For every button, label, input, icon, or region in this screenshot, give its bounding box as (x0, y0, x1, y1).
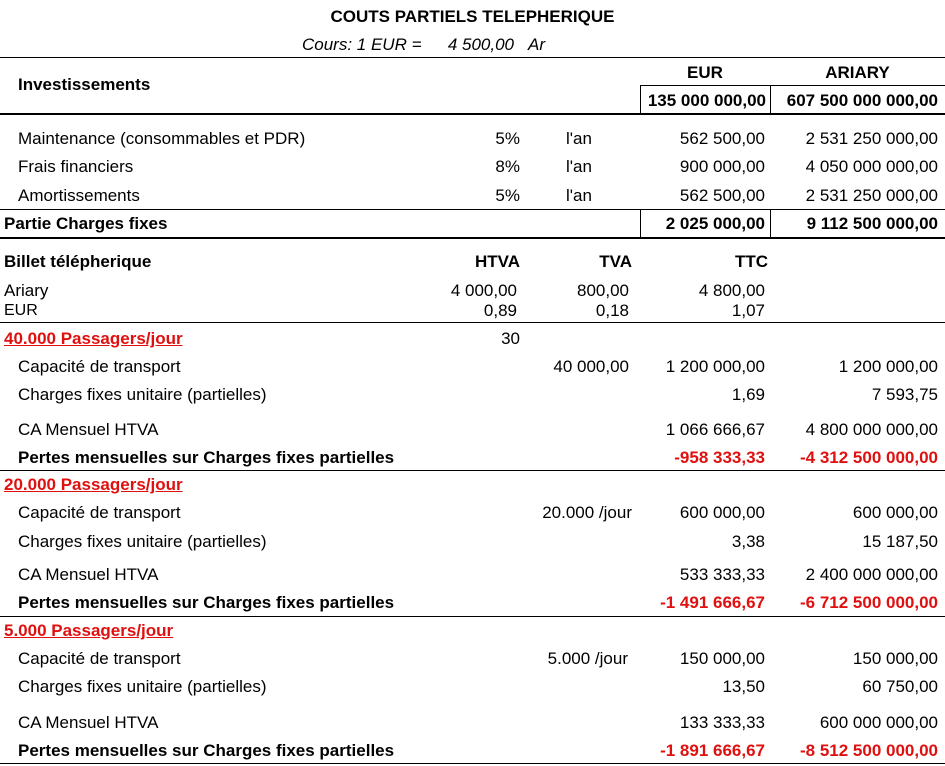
ticket-row-label: EUR (4, 302, 38, 319)
unit-charge-ariary: 7 593,75 (871, 385, 938, 404)
unit-charge-eur: 13,50 (722, 677, 765, 696)
divider-line (0, 113, 945, 115)
ca-ariary: 4 800 000 000,00 (805, 420, 938, 439)
ticket-tva: 800,00 (577, 281, 629, 300)
charge-label: Maintenance (consommables et PDR) (18, 129, 306, 148)
unit-charge-eur: 3,38 (731, 532, 765, 551)
loss-eur: -958 333,33 (674, 448, 765, 467)
scenario-days: 30 (501, 329, 520, 348)
investment-ariary: 607 500 000 000,00 (786, 91, 938, 110)
charge-pct: 5% (495, 186, 520, 205)
unit-charge-label: Charges fixes unitaire (partielles) (18, 677, 267, 696)
loss-label: Pertes mensuelles sur Charges fixes partielles (18, 448, 395, 467)
charge-period: l'an (566, 186, 592, 205)
rate-value: 4 500,00 (447, 35, 514, 54)
charge-label: Amortissements (18, 186, 140, 205)
ticket-tva: 0,18 (595, 301, 629, 320)
ticket-htva-header: HTVA (474, 252, 520, 271)
charge-pct: 5% (495, 129, 520, 148)
divider-line (0, 237, 945, 239)
scenario-title: 5.000 Passagers/jour (4, 621, 174, 640)
charge-period: l'an (566, 129, 592, 148)
capacity-label: Capacité de transport (18, 357, 181, 376)
divider-line (0, 57, 945, 58)
charge-ariary: 4 050 000 000,00 (805, 157, 938, 176)
ticket-htva: 4 000,00 (450, 281, 517, 300)
loss-ariary: -4 312 500 000,00 (799, 448, 938, 467)
ca-eur: 533 333,33 (679, 565, 765, 584)
col-eur-header: EUR (687, 63, 723, 82)
ca-eur: 1 066 666,67 (665, 420, 765, 439)
divider-line (0, 616, 945, 617)
divider-line (640, 85, 945, 86)
sheet-title: COUTS PARTIELS TELEPHERIQUE (330, 7, 615, 26)
charge-eur: 900 000,00 (679, 157, 765, 176)
loss-eur: -1 491 666,67 (660, 593, 765, 612)
ca-label: CA Mensuel HTVA (18, 713, 159, 732)
capacity-ariary: 600 000,00 (852, 503, 938, 522)
unit-charge-ariary: 15 187,50 (862, 532, 938, 551)
capacity-eur: 1 200 000,00 (665, 357, 765, 376)
unit-charge-ariary: 60 750,00 (862, 677, 938, 696)
cell-border (770, 209, 771, 237)
capacity-ariary: 1 200 000,00 (838, 357, 938, 376)
capacity-label: Capacité de transport (18, 649, 181, 668)
ca-ariary: 2 400 000 000,00 (805, 565, 938, 584)
loss-eur: -1 891 666,67 (660, 741, 765, 760)
ticket-tva-header: TVA (599, 252, 632, 271)
capacity-note: 20.000 /jour (542, 503, 632, 522)
charge-eur: 562 500,00 (679, 129, 765, 148)
loss-label: Pertes mensuelles sur Charges fixes partielles (18, 593, 395, 612)
ca-label: CA Mensuel HTVA (18, 565, 159, 584)
unit-charge-label: Charges fixes unitaire (partielles) (18, 532, 267, 551)
capacity-ariary: 150 000,00 (852, 649, 938, 668)
ticket-row-label: Ariary (4, 281, 49, 300)
ca-label: CA Mensuel HTVA (18, 420, 159, 439)
ca-ariary: 600 000 000,00 (819, 713, 938, 732)
charge-ariary: 2 531 250 000,00 (805, 186, 938, 205)
investments-label: Investissements (18, 75, 151, 94)
scenario-title: 20.000 Passagers/jour (4, 475, 183, 494)
loss-ariary: -6 712 500 000,00 (799, 593, 938, 612)
rate-label: Cours: 1 EUR = (302, 35, 422, 54)
ca-eur: 133 333,33 (679, 713, 765, 732)
fixed-total-eur: 2 025 000,00 (665, 214, 765, 233)
capacity-eur: 150 000,00 (679, 649, 765, 668)
capacity-eur: 600 000,00 (679, 503, 765, 522)
capacity-note: 5.000 /jour (547, 649, 628, 668)
divider-line (0, 209, 945, 210)
fixed-total-label: Partie Charges fixes (4, 214, 168, 233)
scenario-title: 40.000 Passagers/jour (4, 329, 183, 348)
ticket-ttc: 1,07 (731, 301, 765, 320)
col-ariary-header: ARIARY (825, 63, 890, 82)
unit-charge-eur: 1,69 (731, 385, 765, 404)
charge-eur: 562 500,00 (679, 186, 765, 205)
charge-pct: 8% (495, 157, 520, 176)
ticket-htva: 0,89 (483, 301, 517, 320)
ticket-ttc: 4 800,00 (698, 281, 765, 300)
divider-line (0, 322, 945, 323)
cell-border (640, 209, 641, 237)
charge-ariary: 2 531 250 000,00 (805, 129, 938, 148)
charge-label: Frais financiers (18, 157, 134, 176)
loss-label: Pertes mensuelles sur Charges fixes partielles (18, 741, 395, 760)
ticket-label: Billet télépherique (4, 252, 152, 271)
investment-eur: 135 000 000,00 (647, 91, 766, 110)
divider-line (0, 763, 945, 764)
divider-line (0, 470, 945, 471)
charge-period: l'an (566, 157, 592, 176)
loss-ariary: -8 512 500 000,00 (799, 741, 938, 760)
rate-unit: Ar (528, 35, 545, 54)
unit-charge-label: Charges fixes unitaire (partielles) (18, 385, 267, 404)
ticket-ttc-header: TTC (734, 252, 768, 271)
fixed-total-ariary: 9 112 500 000,00 (806, 214, 938, 233)
capacity-note: 40 000,00 (553, 357, 629, 376)
capacity-label: Capacité de transport (18, 503, 181, 522)
